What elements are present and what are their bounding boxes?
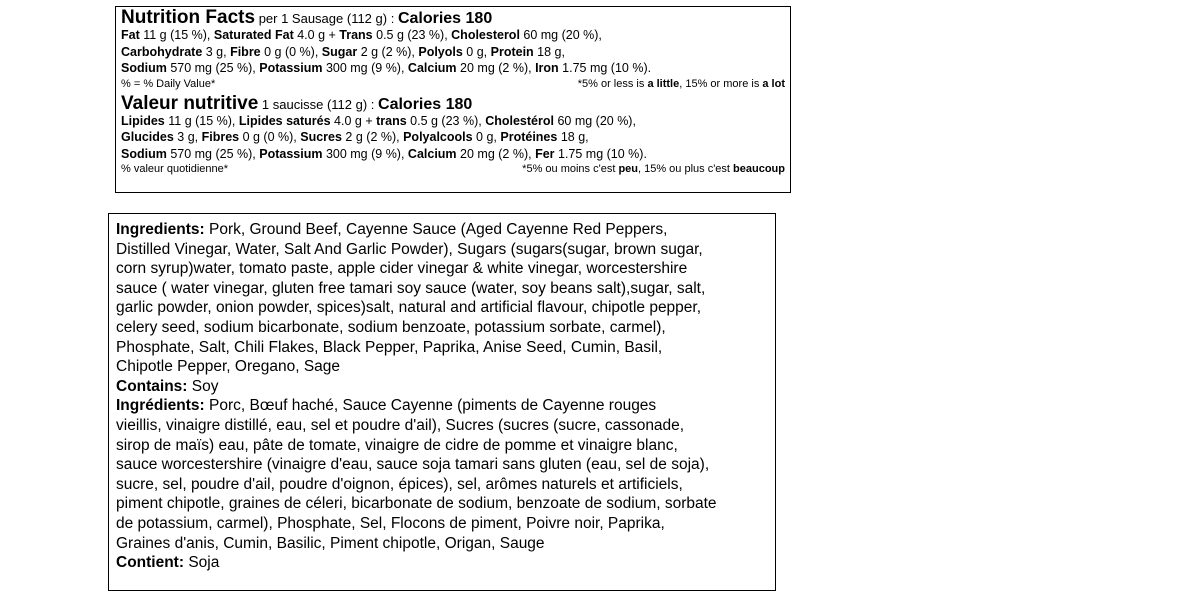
bold-label: peu	[618, 163, 638, 175]
ingredients-line	[116, 240, 768, 260]
text-run: garlic powder, onion powder, spices)salt, natural and artificial flavour, chipotle pepper,	[116, 299, 702, 317]
text-run: 4.0 g +	[330, 113, 377, 128]
bold-label: beaucoup	[733, 163, 785, 175]
text-run: 18 g,	[557, 130, 589, 144]
text-run: Soja	[184, 554, 220, 572]
text-run: 3 g,	[202, 44, 231, 59]
bold-label: trans	[376, 113, 407, 128]
text-run: vieillis, vinaigre distillé, eau, sel et poudre d'ail), Sucres (sucres (sucre, cassonade,	[116, 416, 685, 434]
bold-label: Sodium	[121, 146, 167, 161]
text-run: Soy	[187, 377, 219, 395]
text-run: sucre, sel, poudre d'ail, poudre d'oignon, épices), sel, arômes naturels et artificiels,	[116, 475, 683, 493]
ingredients-line	[116, 514, 768, 534]
ingredients-line	[116, 475, 768, 495]
bold-label: Cholesterol	[451, 28, 520, 42]
bold-label: Sodium	[121, 61, 167, 75]
text-run: Distilled Vinegar, Water, Salt And Garlic Powder), Sugars (sugars(sugar, brown sugar,	[116, 240, 703, 258]
bold-label: Polyols	[418, 44, 463, 59]
nutrition-facts-header	[121, 9, 785, 27]
text-run: Chipotle Pepper, Oregano, Sage	[116, 358, 341, 376]
text-run: 60 mg (20 %),	[553, 113, 636, 128]
percent-footnote-fr	[522, 162, 785, 176]
ingredients-line	[116, 396, 768, 416]
nutrient-line-fr	[121, 129, 785, 146]
bold-label: Contains:	[116, 377, 188, 395]
nutrient-line	[121, 60, 785, 77]
text-run: 1.75 mg (10 %).	[558, 61, 652, 75]
bold-label: Protéines	[500, 130, 558, 144]
nutrient-line	[121, 27, 785, 44]
text-run: 11 g (15 %),	[139, 28, 214, 42]
text-run: 18 g,	[533, 44, 565, 59]
daily-value-note-fr: % valeur quotidienne*	[121, 163, 229, 175]
ingredients-line	[116, 455, 768, 475]
nutrition-facts-title: Nutrition Facts	[121, 7, 256, 28]
text-run: 3 g,	[173, 130, 202, 144]
bold-label: Lipides saturés	[238, 113, 331, 128]
ingredients-panel	[108, 213, 776, 591]
ingredients-line	[116, 279, 768, 299]
text-run: 0 g,	[472, 130, 501, 144]
text-run: 11 g (15 %),	[164, 113, 239, 128]
text-run: 4.0 g +	[293, 28, 340, 42]
text-run: 0.5 g (23 %),	[372, 28, 452, 42]
ingredients-line	[116, 259, 768, 279]
valeur-nutritive-header	[121, 92, 785, 114]
bold-label: Calcium	[407, 146, 457, 161]
nutrition-facts-panel	[115, 6, 791, 193]
text-run: 20 mg (2 %),	[456, 61, 536, 75]
text-run: 0 g (0 %),	[239, 130, 301, 144]
text-run: Graines d'anis, Cumin, Basilic, Piment chipotle, Origan, Sauge	[116, 534, 545, 552]
text-run: 570 mg (25 %),	[166, 61, 260, 75]
text-run: 0 g,	[462, 44, 491, 59]
text-run: 20 mg (2 %),	[456, 146, 536, 161]
bold-label: Calcium	[407, 61, 457, 75]
bold-label: Contient:	[116, 554, 185, 572]
footnote-row	[121, 77, 785, 91]
text-run: 0.5 g (23 %),	[406, 113, 486, 128]
ingredients-line	[116, 494, 768, 514]
ingredients-line	[116, 416, 768, 436]
bold-label: a lot	[762, 77, 785, 90]
nutrient-line-fr	[121, 113, 785, 130]
bold-label: Fat	[121, 28, 140, 42]
ingredients-line	[116, 377, 768, 397]
bold-label: Cholestérol	[485, 113, 554, 128]
ingredients-line	[116, 436, 768, 456]
bold-label: Fer	[535, 146, 555, 161]
bold-label: Sugar	[321, 44, 358, 59]
bold-label: Carbohydrate	[121, 44, 203, 59]
text-run: 300 mg (9 %),	[322, 61, 408, 75]
ingredients-line	[116, 534, 768, 554]
text-run: 2 g (2 %),	[341, 130, 404, 144]
bold-label: Polyalcools	[403, 130, 473, 144]
ingredients-line	[116, 357, 768, 377]
bold-label: a little	[647, 77, 680, 90]
text-run: celery seed, sodium bicarbonate, sodium benzoate, potassium sorbate, carmel),	[116, 318, 666, 336]
text-run: , 15% ou plus c'est	[638, 163, 734, 175]
bold-label: Protein	[490, 44, 534, 59]
bold-label: Sucres	[300, 130, 342, 144]
ingredients-line	[116, 298, 768, 318]
text-run: 1.75 mg (10 %).	[554, 146, 647, 161]
bold-label: Fibres	[201, 130, 240, 144]
calories-fr: Calories 180	[378, 95, 473, 113]
bold-label: Trans	[339, 28, 373, 42]
nutrient-line-fr	[121, 146, 785, 163]
ingredients-line	[116, 318, 768, 338]
text-run: *5% ou moins c'est	[522, 163, 619, 175]
serving-size: per 1 Sausage (112 g) :	[258, 11, 395, 26]
text-run: , 15% or more is	[679, 77, 763, 90]
text-run: corn syrup)water, tomato paste, apple cider vinegar & white vinegar, worcestershire	[116, 260, 688, 278]
portion: 1 saucisse (112 g) :	[261, 96, 375, 112]
text-run: 300 mg (9 %),	[322, 146, 408, 161]
nutrient-line	[121, 44, 785, 61]
bold-label: Potassium	[259, 61, 323, 75]
text-run: sauce worcestershire (vinaigre d'eau, sauce soja tamari sans gluten (eau, sel de soja),	[116, 456, 710, 474]
text-run: *5% or less is	[577, 77, 648, 90]
bold-label: Ingredients:	[116, 221, 205, 238]
ingredients-line	[116, 338, 768, 358]
percent-footnote	[578, 77, 785, 91]
text-run: de potassium, carmel), Phosphate, Sel, Flocons de piment, Poivre noir, Paprika,	[116, 514, 665, 532]
daily-value-note: % = % Daily Value*	[121, 77, 216, 90]
bold-label: Ingrédients:	[116, 397, 205, 415]
bold-label: Lipides	[121, 113, 165, 128]
text-run: 0 g (0 %),	[260, 44, 322, 59]
bold-label: Saturated Fat	[213, 28, 294, 42]
text-run: 570 mg (25 %),	[166, 146, 260, 161]
text-run: Phosphate, Salt, Chili Flakes, Black Pepper, Paprika, Anise Seed, Cumin, Basil,	[116, 338, 663, 356]
text-run: Pork, Ground Beef, Cayenne Sauce (Aged Cayenne Red Peppers,	[204, 221, 668, 238]
bold-label: Glucides	[121, 130, 174, 144]
ingredients-line	[116, 553, 768, 573]
ingredients-line	[116, 220, 768, 240]
text-run: sirop de maïs) eau, pâte de tomate, vinaigre de cidre de pomme et vinaigre blanc,	[116, 436, 678, 454]
bold-label: Potassium	[259, 146, 323, 161]
text-run: Porc, Bœuf haché, Sauce Cayenne (piments de Cayenne rouges	[204, 397, 657, 415]
text-run: sauce ( water vinegar, gluten free tamari soy sauce (water, soy beans salt),sugar, salt,	[116, 279, 706, 297]
text-run: piment chipotle, graines de céleri, bicarbonate de sodium, benzoate de sodium, sorbate	[116, 495, 717, 513]
bold-label: Iron	[535, 61, 559, 75]
text-run: 2 g (2 %),	[357, 44, 419, 59]
text-run: 60 mg (20 %),	[519, 28, 602, 42]
calories: Calories 180	[397, 10, 493, 27]
footnote-row-fr	[121, 162, 785, 176]
valeur-nutritive-title: Valeur nutritive	[121, 92, 259, 114]
bold-label: Fibre	[230, 44, 261, 59]
